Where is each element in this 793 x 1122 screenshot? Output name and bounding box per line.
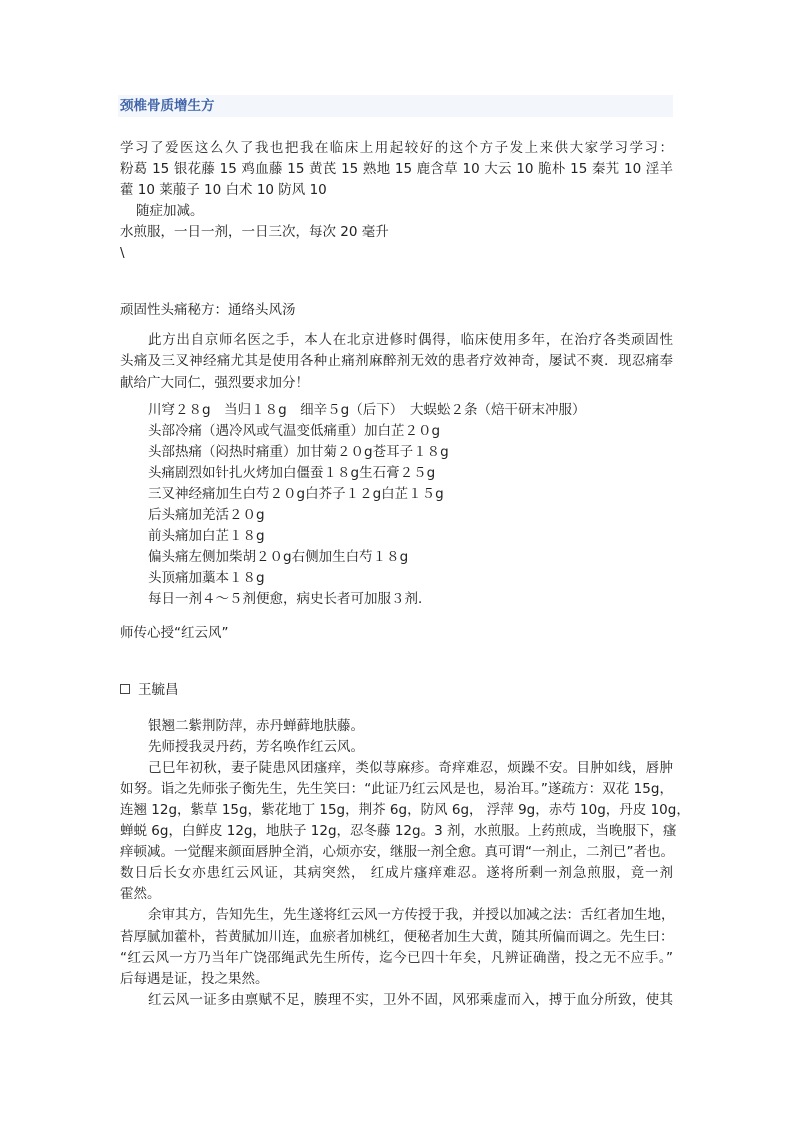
square-bullet-icon — [120, 684, 130, 694]
section1-title: 颈椎骨质增生方 — [120, 98, 215, 114]
paragraph-line: 随症加减。 — [136, 203, 204, 219]
paragraph-line: 银翘二紫荆防萍，赤丹蝉藓地肤藤。 — [148, 718, 364, 734]
paragraph-line: 余审其方，告知先生，先生遂将红云风一方传授于我，并授以加减之法：舌红者加生地， — [148, 907, 675, 923]
recipe-line: 每日一剂４～５剂便愈，病史长者可加服３剂． — [148, 591, 432, 607]
paragraph-line: “红云风一方乃当年广饶邵绳武先生所传，迄今已四十年矣，凡辨证确凿，投之无不应手。” — [120, 950, 673, 966]
paragraph-line: 粉葛 15 银花藤 15 鸡血藤 15 黄芪 15 熟地 15 鹿含草 10 大云 10 脆朴 15 秦艽 10 淫羊 — [120, 161, 673, 177]
paragraph-line: 此方出自京师名医之手，本人在北京进修时偶得，临床使用多年，在治疗各类顽固性 — [148, 332, 673, 348]
paragraph-line: 先师授我灵丹药，芳名唤作红云风。 — [148, 739, 364, 755]
recipe-line: 头痛剧烈如针扎火烤加白僵蚕１８g生石膏２５g — [148, 465, 436, 481]
recipe-line: 三叉神经痛加生白芍２０g白芥子１２g白芷１５g — [148, 486, 444, 502]
section3-title: 师传心授“红云风” — [120, 625, 229, 641]
author-line — [120, 680, 673, 700]
author-name: 王毓昌 — [138, 682, 179, 698]
recipe-line: 偏头痛左侧加柴胡２０g右侧加生白芍１８g — [148, 549, 409, 565]
paragraph-line: 霍然。 — [120, 886, 161, 902]
recipe-line: 川穹２８g 当归１８g 细辛５g（后下） 大蜈蚣２条（焙干研末冲服） — [148, 402, 586, 418]
paragraph-line: 数日后长女亦患红云风证，其病突然， 红成片瘙痒难忍。遂将所剩一剂急煎服，竟一剂 — [120, 865, 673, 881]
paragraph-line: 献给广大同仁，强烈要求加分！ — [120, 375, 309, 391]
paragraph-line: 如努。诣之先师张子衡先生，先生笑曰：“此证乃红云风是也，易治耳。”遂疏方：双花 15g， — [120, 781, 673, 797]
recipe-line: 前头痛加白芷１８g — [148, 528, 265, 544]
paragraph-line: 水煎服，一日一剂，一日三次，每次 20 毫升 — [120, 224, 389, 240]
paragraph-line: 痒顿减。一觉醒来颜面唇肿全消，心烦亦安，继服一剂全愈。真可谓“一剂止，二剂已”者也。 — [120, 844, 674, 860]
paragraph-line: 蝉蜕 6g，白鲜皮 12g，地肤子 12g，忍冬藤 12g。3 剂，水煎服。上药煎成，当晚服下，瘙 — [120, 823, 677, 839]
paragraph-line: 己巳年初秋，妻子陡患风团瘙痒，类似荨麻疹。奇痒难忍，烦躁不安。目肿如线，唇肿 — [148, 760, 673, 776]
paragraph-line: 后每遇是证，投之果然。 — [120, 971, 269, 987]
paragraph-line: 学习了爱医这么久了我也把我在临床上用起较好的这个方子发上来供大家学习学习： — [120, 140, 673, 156]
paragraph-line: 红云风一证多由禀赋不足，腠理不实，卫外不固，风邪乘虚而入，搏于血分所致，使其 — [148, 992, 673, 1008]
recipe-line: 头部热痛（闷热时痛重）加甘菊２０g苍耳子１８g — [148, 444, 449, 460]
paragraph-line: 头痛及三叉神经痛尤其是使用各种止痛剂麻醉剂无效的患者疗效神奇，屡试不爽．现忍痛奉 — [120, 353, 673, 369]
paragraph-line: 苔厚腻加藿朴，苔黄腻加川连，血瘀者加桃红，便秘者加生大黄，随其所偏而调之。先生曰： — [120, 929, 674, 945]
recipe-line: 后头痛加羌活２０g — [148, 507, 265, 523]
paragraph-line: \ — [120, 245, 125, 261]
recipe-line: 头部冷痛（遇冷风或气温变低痛重）加白芷２０g — [148, 423, 441, 439]
paragraph-line: 连翘 12g，紫草 15g，紫花地丁 15g，荆芥 6g，防风 6g， 浮萍 9g，赤芍 10g，丹皮 10g， — [120, 802, 690, 818]
paragraph-line: 藿 10 莱菔子 10 白术 10 防风 10 — [120, 182, 327, 198]
section2-title: 顽固性头痛秘方：通络头风汤 — [120, 302, 296, 318]
recipe-line: 头顶痛加藁本１８g — [148, 570, 265, 586]
